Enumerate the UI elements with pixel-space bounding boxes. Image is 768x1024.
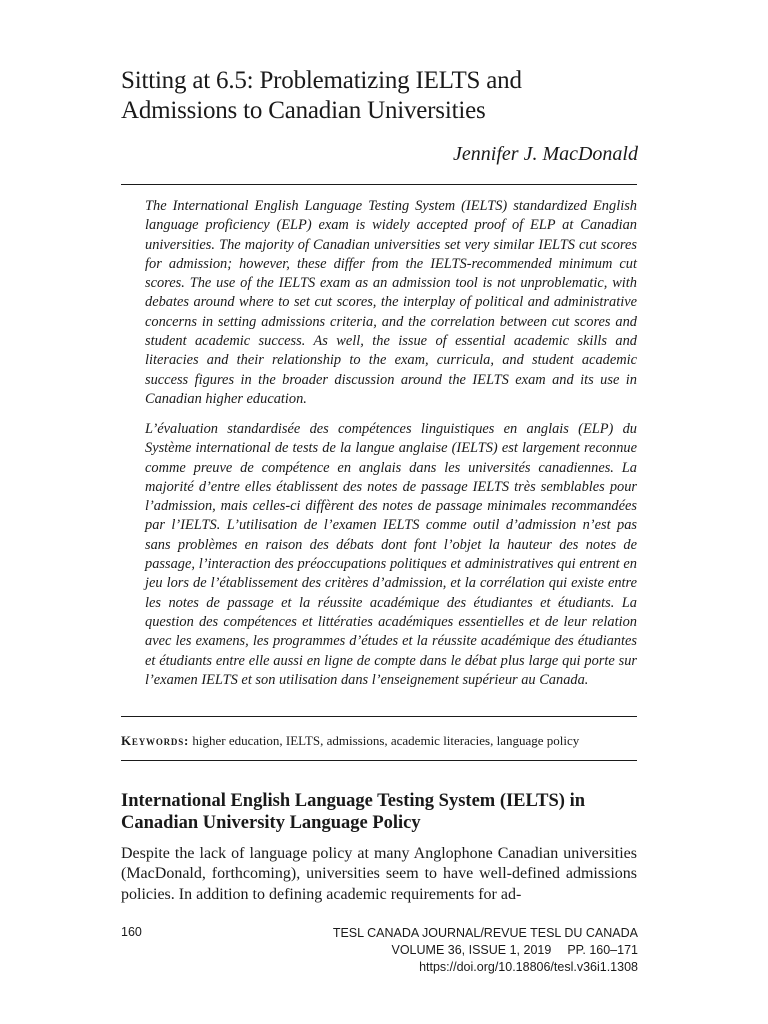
keywords-text: higher education, IELTS, admissions, academic literacies, language policy xyxy=(192,733,580,748)
top-divider xyxy=(121,184,637,185)
journal-name: TESL CANADA JOURNAL/REVUE TESL DU CANADA xyxy=(332,926,638,940)
journal-info xyxy=(333,925,638,976)
abstract-english: The International English Language Testing System (IELTS) standardized English language proficiency (ELP) exam is widely accepted proof of ELP at Canadian universities. The majority of Canadian universities set very similar IELTS cut scores for admission; however, these differ from the IELTS-recommended minimum cut scores. The use of the IELTS exam as an admission tool is not unproblematic, with debates around where to set cut scores, the interplay of political and administrative concerns in setting admissions criteria, and the correlation between cut scores and student academic success. As well, the issue of essential academic skills and literacies and their relationship to the exam, curricula, and student academic success figures in the broader discussion around the IELTS exam and its use in Canadian higher education. xyxy=(145,198,637,407)
keywords-label: Keywords: xyxy=(121,733,190,748)
keywords-top-divider xyxy=(121,716,637,717)
page-number: 160 xyxy=(121,925,142,939)
section-heading: International English Language Testing System (IELTS) in Canadian University Language Policy xyxy=(121,791,585,833)
journal-volume: VOLUME 36, ISSUE 1, 2019 xyxy=(391,943,552,957)
section-body: Despite the lack of language policy at many Anglophone Canadian universities (MacDonald, forthcoming), universities seem to have well-defined admissions policies. In addition to defining academic requirements for ad- xyxy=(121,845,637,903)
journal-volume-line xyxy=(333,942,638,959)
abstract-french: L’évaluation standardisée des compétences linguistiques en anglais (ELP) du Système international de tests de la langue anglaise (IELTS) est largement reconnue comme preuve de compétence en anglais dans les universités canadiennes. La majorité d’entre elles établissent des notes de passage IELTS très semblables pour l’admission, mais celles-ci diffèrent des notes de passage minimales recommandées par l’IELTS. L’utilisation de l’examen IELTS comme outil d’admission n’est pas sans problèmes en raison des débats dont font l’objet la hauteur des notes de passage, l’interaction des préoccupations politiques et administratives qui entrent en jeu lors de l’établissement des critères d’admission, et la corrélation qui existe entre les notes de passage et la réussite académique des étudiantes et étudiants. La question des compétences et littératies académiques essentielles et de leur relation avec les examens, les programmes d’études et la réussite académique des étudiantes et étudiants entre elle aussi en ligne de compte dans le débat plus large qui porte sur l’examen IELTS et son utilisation dans l’enseignement supérieur au Canada. xyxy=(145,421,637,688)
doi-link[interactable]: https://doi.org/10.18806/tesl.v36i1.1308 xyxy=(419,960,638,974)
article-author: Jennifer J. MacDonald xyxy=(453,143,638,165)
article-title: Sitting at 6.5: Problematizing IELTS and Admissions to Canadian Universities xyxy=(121,67,522,124)
keywords-bottom-divider xyxy=(121,760,637,761)
journal-pages: PP. 160–171 xyxy=(567,943,638,957)
keywords-line xyxy=(121,733,637,749)
